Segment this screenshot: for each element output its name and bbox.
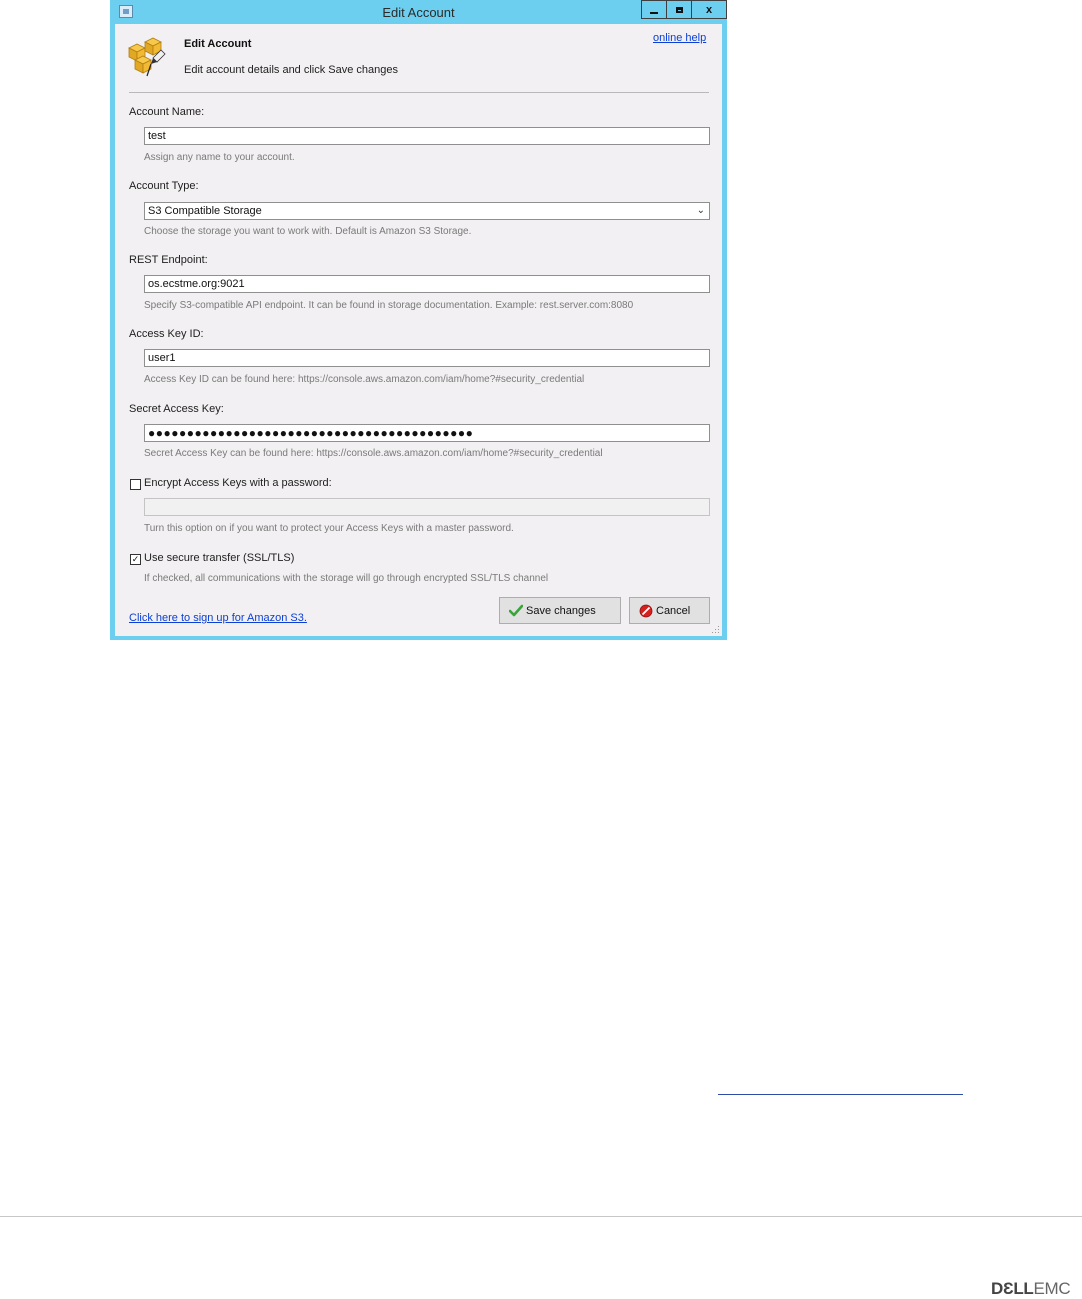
- checkmark-icon: ✓: [131, 554, 140, 564]
- secret-key-label: Secret Access Key:: [129, 403, 224, 415]
- ssl-label: Use secure transfer (SSL/TLS): [144, 552, 295, 564]
- account-name-hint: Assign any name to your account.: [144, 152, 295, 163]
- header-title: Edit Account: [184, 38, 252, 50]
- cancel-icon: [639, 604, 653, 618]
- online-help-link[interactable]: online help: [653, 32, 707, 44]
- cancel-button[interactable]: [629, 597, 710, 624]
- ssl-hint: If checked, all communications with the storage will go through encrypted SSL/TLS channel: [144, 573, 549, 584]
- maximize-button[interactable]: [666, 0, 692, 19]
- account-type-hint: Choose the storage you want to work with. Default is Amazon S3 Storage.: [144, 226, 472, 237]
- chevron-down-icon: ⌄: [696, 205, 705, 216]
- brand-dell: DƐLL: [991, 1279, 1034, 1298]
- header-subtitle: Edit account details and click Save changes: [184, 64, 399, 76]
- window-title: Edit Account: [382, 5, 455, 20]
- access-key-hint: Access Key ID can be found here: https://console.aws.amazon.com/iam/home?#security_credential: [144, 374, 585, 385]
- minimize-icon: [650, 12, 658, 14]
- signup-link[interactable]: Click here to sign up for Amazon S3.: [129, 612, 307, 624]
- account-name-input[interactable]: [144, 127, 710, 145]
- access-key-input[interactable]: [144, 349, 710, 367]
- close-icon: x: [705, 3, 713, 16]
- encrypt-checkbox[interactable]: [130, 479, 141, 490]
- master-password-input[interactable]: [144, 498, 710, 516]
- brand-emc: EMC: [1033, 1279, 1071, 1298]
- rest-endpoint-input[interactable]: [144, 275, 710, 293]
- account-type-value: S3 Compatible Storage: [148, 205, 262, 217]
- checkmark-icon: [509, 604, 523, 618]
- account-name-label: Account Name:: [129, 106, 205, 118]
- rest-endpoint-label: REST Endpoint:: [129, 254, 208, 266]
- encrypt-label: Encrypt Access Keys with a password:: [144, 477, 332, 489]
- maximize-icon: [676, 7, 683, 13]
- save-changes-button[interactable]: [499, 597, 621, 624]
- dialog-body: [115, 24, 722, 636]
- dell-emc-logo: [991, 1279, 1070, 1299]
- access-key-label: Access Key ID:: [129, 328, 204, 340]
- cancel-label: Cancel: [656, 604, 691, 617]
- storage-boxes-pencil-icon: [127, 36, 171, 80]
- account-type-select[interactable]: [144, 202, 710, 220]
- save-changes-label: Save changes: [526, 604, 596, 617]
- edit-account-window: [110, 0, 727, 640]
- rest-endpoint-hint: Specify S3-compatible API endpoint. It can be found in storage documentation. Example: rest.server.com:8080: [144, 300, 634, 311]
- footer-divider: [0, 1216, 1082, 1217]
- secret-key-input[interactable]: ●●●●●●●●●●●●●●●●●●●●●●●●●●●●●●●●●●●●●●●●●●: [144, 424, 710, 442]
- encrypt-hint: Turn this option on if you want to protect your Access Keys with a master password.: [144, 523, 514, 534]
- close-button[interactable]: [691, 0, 727, 19]
- ssl-checkbox[interactable]: [130, 554, 141, 565]
- header-divider: [129, 92, 709, 93]
- title-bar[interactable]: [110, 0, 727, 24]
- resize-grip-icon[interactable]: [712, 626, 720, 634]
- document-link-underline[interactable]: [718, 1094, 963, 1095]
- minimize-button[interactable]: [641, 0, 667, 19]
- account-type-label: Account Type:: [129, 180, 199, 192]
- secret-key-hint: Secret Access Key can be found here: https://console.aws.amazon.com/iam/home?#security_credential: [144, 448, 603, 459]
